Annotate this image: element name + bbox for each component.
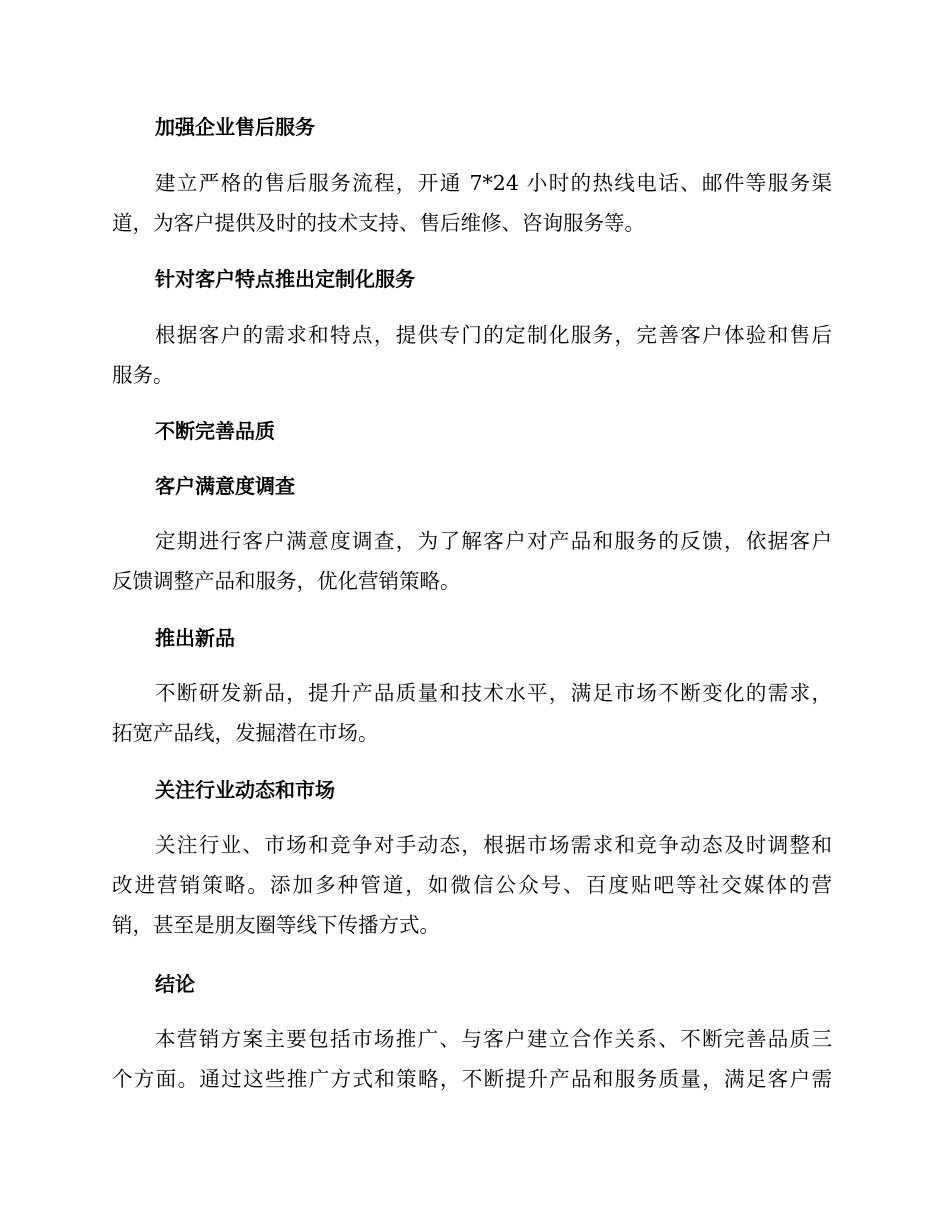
- paragraph-line: 建立严格的售后服务流程，开通 7*24 小时的热线电话、邮件等服务渠: [155, 171, 832, 195]
- section-heading: 关注行业动态和市场: [155, 778, 335, 802]
- paragraph-line: 销，甚至是朋友圈等线下传播方式。: [112, 913, 440, 937]
- paragraph-line: 道，为客户提供及时的技术支持、售后维修、咨询服务等。: [112, 211, 645, 235]
- paragraph-line: 定期进行客户满意度调查，为了解客户对产品和服务的反馈，依据客户: [155, 529, 832, 553]
- section-heading: 客户满意度调查: [155, 474, 295, 498]
- paragraph-line: 反馈调整产品和服务，优化营销策略。: [112, 569, 461, 593]
- section-paragraph: [112, 825, 832, 945]
- section-heading: 结论: [155, 972, 195, 996]
- section-heading: 推出新品: [155, 626, 235, 650]
- section-heading: 加强企业售后服务: [155, 115, 315, 139]
- section-paragraph: [112, 521, 832, 601]
- paragraph-line: 关注行业、市场和竞争对手动态，根据市场需求和竞争动态及时调整和: [155, 833, 832, 857]
- paragraph-line: 服务。: [112, 363, 174, 387]
- section-paragraph: [112, 1019, 832, 1099]
- section-paragraph: [112, 673, 832, 753]
- paragraph-line: 改进营销策略。添加多种管道，如微信公众号、百度贴吧等社交媒体的营: [112, 873, 832, 897]
- section-heading: 针对客户特点推出定制化服务: [155, 267, 415, 291]
- paragraph-line: 本营销方案主要包括市场推广、与客户建立合作关系、不断完善品质三: [155, 1027, 832, 1051]
- paragraph-line: 个方面。通过这些推广方式和策略，不断提升产品和服务质量，满足客户需: [112, 1067, 832, 1091]
- paragraph-line: 不断研发新品，提升产品质量和技术水平，满足市场不断变化的需求，: [155, 681, 832, 705]
- section-paragraph: [112, 163, 832, 243]
- section-paragraph: [112, 315, 832, 395]
- paragraph-line: 拓宽产品线，发掘潜在市场。: [112, 721, 379, 745]
- section-heading: 不断完善品质: [155, 419, 275, 443]
- paragraph-line: 根据客户的需求和特点，提供专门的定制化服务，完善客户体验和售后: [155, 323, 832, 347]
